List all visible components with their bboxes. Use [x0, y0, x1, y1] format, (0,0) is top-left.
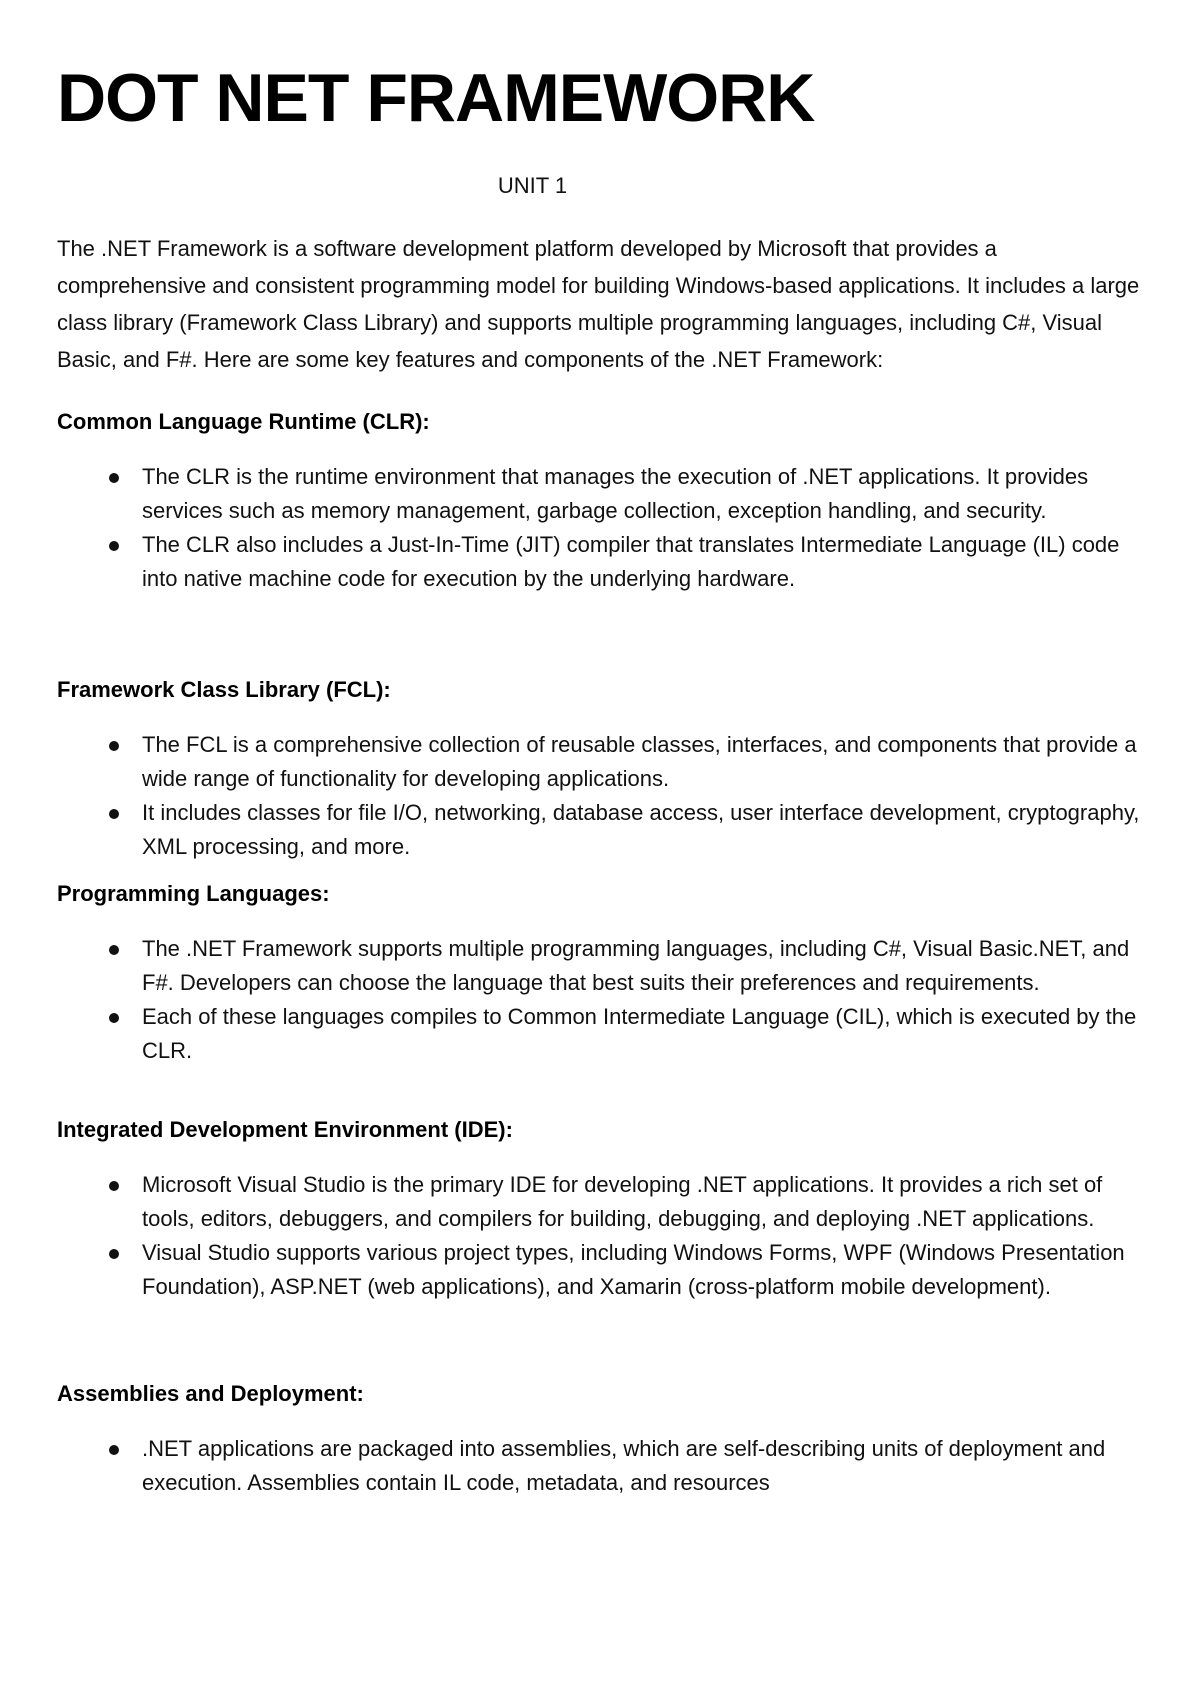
- section-heading-clr: Common Language Runtime (CLR):: [57, 409, 430, 434]
- list-item: [0, 1236, 1160, 1304]
- bullet-icon: [109, 1445, 119, 1455]
- list-item-text: Visual Studio supports various project types, including Windows Forms, WPF (Windows Presentation Foundation), ASP.NET (web applications), and Xamarin (cross-platform mobile development).: [142, 1240, 1125, 1299]
- unit-label: UNIT 1: [497, 173, 568, 198]
- document-title: DOT NET FRAMEWORK: [57, 60, 815, 136]
- section-list-languages: [0, 932, 1160, 1068]
- bullet-icon: [109, 809, 119, 819]
- list-item: [0, 1432, 1160, 1500]
- bullet-icon: [109, 1013, 119, 1023]
- list-item: [0, 728, 1160, 796]
- bullet-icon: [109, 1249, 119, 1259]
- list-item: [0, 932, 1160, 1000]
- list-item: [0, 1000, 1160, 1068]
- list-item: [0, 528, 1160, 596]
- section-heading-ide: Integrated Development Environment (IDE):: [57, 1117, 513, 1142]
- intro-paragraph: The .NET Framework is a software development platform developed by Microsoft that provides a comprehensive and consistent programming model for building Windows-based applications. It includes a large class library (Framework Class Library) and supports multiple programming languages, including C#, Visual Basic, and F#. Here are some key features and components of the .NET Framework:: [57, 236, 1140, 372]
- list-item-text: The CLR also includes a Just-In-Time (JIT) compiler that translates Intermediate Language (IL) code into native machine code for execution by the underlying hardware.: [142, 532, 1120, 591]
- bullet-icon: [109, 1181, 119, 1191]
- section-heading-languages: Programming Languages:: [57, 881, 330, 906]
- list-item: [0, 1168, 1160, 1236]
- section-list-fcl: [0, 728, 1160, 864]
- section-heading-assemblies: Assemblies and Deployment:: [57, 1381, 364, 1406]
- section-list-clr: [0, 460, 1160, 596]
- list-item-text: The FCL is a comprehensive collection of reusable classes, interfaces, and components that provide a wide range of functionality for developing applications.: [142, 732, 1137, 791]
- section-list-ide: [0, 1168, 1160, 1304]
- list-item-text: .NET applications are packaged into assemblies, which are self-describing units of deployment and execution. Assemblies contain IL code, metadata, and resources: [142, 1436, 1106, 1495]
- bullet-icon: [109, 945, 119, 955]
- list-item-text: The .NET Framework supports multiple programming languages, including C#, Visual Basic.NET, and F#. Developers can choose the language that best suits their preferences and requirements.: [142, 936, 1130, 995]
- bullet-icon: [109, 541, 119, 551]
- list-item-text: Microsoft Visual Studio is the primary IDE for developing .NET applications. It provides a rich set of tools, editors, debuggers, and compilers for building, debugging, and deploying .NET applications.: [142, 1172, 1103, 1231]
- bullet-icon: [109, 741, 119, 751]
- list-item-text: Each of these languages compiles to Common Intermediate Language (CIL), which is executed by the CLR.: [142, 1004, 1137, 1063]
- list-item: [0, 796, 1160, 864]
- list-item: [0, 460, 1160, 528]
- section-heading-fcl: Framework Class Library (FCL):: [57, 677, 391, 702]
- list-item-text: The CLR is the runtime environment that manages the execution of .NET applications. It provides services such as memory management, garbage collection, exception handling, and security.: [142, 464, 1089, 523]
- section-list-assemblies: [0, 1432, 1160, 1500]
- bullet-icon: [109, 473, 119, 483]
- list-item-text: It includes classes for file I/O, networking, database access, user interface development, cryptography, XML processing, and more.: [142, 800, 1140, 859]
